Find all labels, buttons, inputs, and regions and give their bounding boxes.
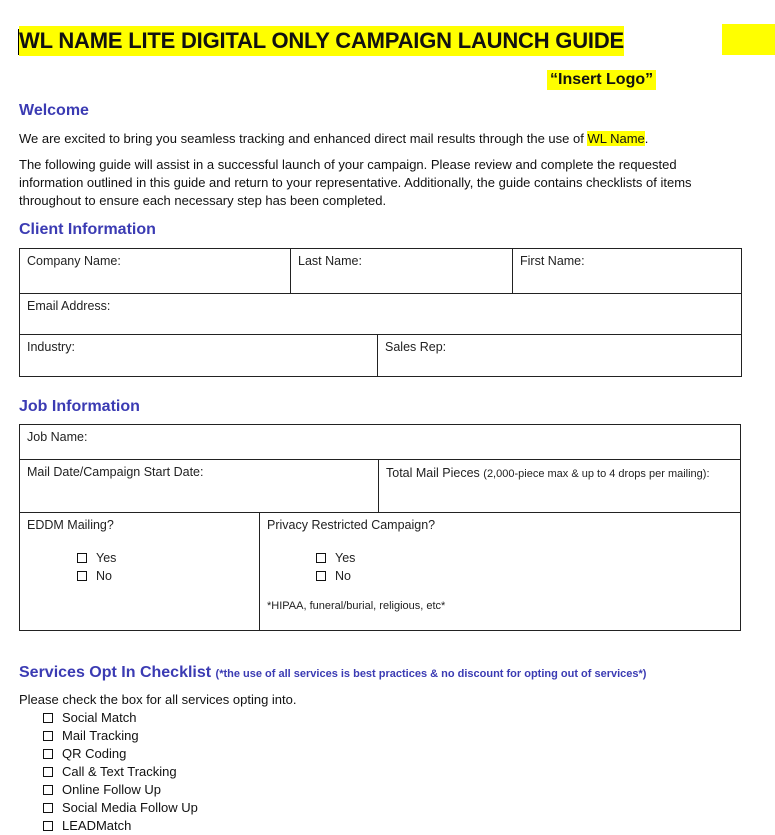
- eddm-yes-label: Yes: [96, 551, 117, 565]
- first-name-field[interactable]: First Name:: [513, 249, 742, 294]
- list-item: [43, 745, 198, 763]
- highlight-block: [722, 24, 775, 55]
- privacy-note: *HIPAA, funeral/burial, religious, etc*: [267, 600, 446, 612]
- mail-date-field[interactable]: Mail Date/Campaign Start Date:: [20, 460, 379, 513]
- page-title: WL NAME LITE DIGITAL ONLY CAMPAIGN LAUNCH GUIDE: [19, 26, 624, 56]
- privacy-cell: [260, 513, 741, 631]
- welcome-paragraph-1: [19, 130, 739, 148]
- service-label: Social Media Follow Up: [62, 800, 198, 815]
- welcome-text: We are excited to bring you seamless tracking and enhanced direct mail results through the use of: [19, 131, 588, 146]
- privacy-yes-checkbox[interactable]: [316, 553, 326, 563]
- service-label: Social Match: [62, 710, 137, 725]
- welcome-heading: Welcome: [19, 102, 89, 119]
- company-name-field[interactable]: Company Name:: [20, 249, 291, 294]
- list-item: [43, 781, 198, 799]
- privacy-no-checkbox[interactable]: [316, 571, 326, 581]
- job-name-field[interactable]: Job Name:: [20, 425, 741, 460]
- list-item: [43, 817, 198, 835]
- eddm-yes-checkbox[interactable]: [77, 553, 87, 563]
- service-checkbox[interactable]: [43, 767, 53, 777]
- service-checkbox[interactable]: [43, 749, 53, 759]
- service-checkbox[interactable]: [43, 821, 53, 831]
- service-label: Call & Text Tracking: [62, 764, 177, 779]
- client-info-heading: Client Information: [19, 221, 156, 238]
- privacy-yes-label: Yes: [335, 551, 356, 565]
- list-item: [43, 709, 198, 727]
- services-heading: [19, 664, 646, 682]
- client-info-table: [19, 248, 742, 377]
- industry-field[interactable]: Industry:: [20, 335, 378, 377]
- privacy-label: Privacy Restricted Campaign?: [267, 518, 436, 532]
- service-checkbox[interactable]: [43, 785, 53, 795]
- list-item: [43, 727, 198, 745]
- services-heading-text: Services Opt In Checklist: [19, 664, 212, 681]
- total-mail-pieces-field[interactable]: [379, 460, 741, 513]
- services-note: (*the use of all services is best practices & no discount for opting out of services*): [215, 668, 647, 680]
- service-checkbox[interactable]: [43, 713, 53, 723]
- eddm-cell: [20, 513, 260, 631]
- eddm-no-checkbox[interactable]: [77, 571, 87, 581]
- sales-rep-field[interactable]: Sales Rep:: [378, 335, 742, 377]
- list-item: [43, 799, 198, 817]
- list-item: [43, 763, 198, 781]
- total-mail-pieces-note: (2,000-piece max & up to 4 drops per mailing):: [483, 468, 710, 480]
- service-label: QR Coding: [62, 746, 127, 761]
- service-label: Mail Tracking: [62, 728, 139, 743]
- welcome-text-end: .: [644, 131, 649, 146]
- service-checkbox[interactable]: [43, 731, 53, 741]
- service-label: LEADMatch: [62, 818, 132, 833]
- service-checkbox[interactable]: [43, 803, 53, 813]
- service-label: Online Follow Up: [62, 782, 161, 797]
- welcome-paragraph-2: The following guide will assist in a successful launch of your campaign. Please review and complete the requested information outlined in this guide and return to your representative. Additionally, the guide contains checklists of items throughout to ensure each necessary step has been completed.: [19, 157, 692, 208]
- job-info-heading: Job Information: [19, 398, 140, 415]
- services-checklist: [43, 709, 198, 835]
- email-field[interactable]: Email Address:: [20, 294, 742, 335]
- eddm-label: EDDM Mailing?: [27, 518, 114, 532]
- last-name-field[interactable]: Last Name:: [291, 249, 513, 294]
- wl-name-highlight: WL Name: [587, 131, 645, 146]
- privacy-no-label: No: [335, 569, 351, 583]
- services-instruction: Please check the box for all services opting into.: [19, 692, 297, 707]
- logo-placeholder: “Insert Logo”: [547, 70, 656, 90]
- job-info-table: [19, 424, 741, 631]
- total-mail-pieces-label: Total Mail Pieces: [386, 466, 480, 480]
- eddm-no-label: No: [96, 569, 112, 583]
